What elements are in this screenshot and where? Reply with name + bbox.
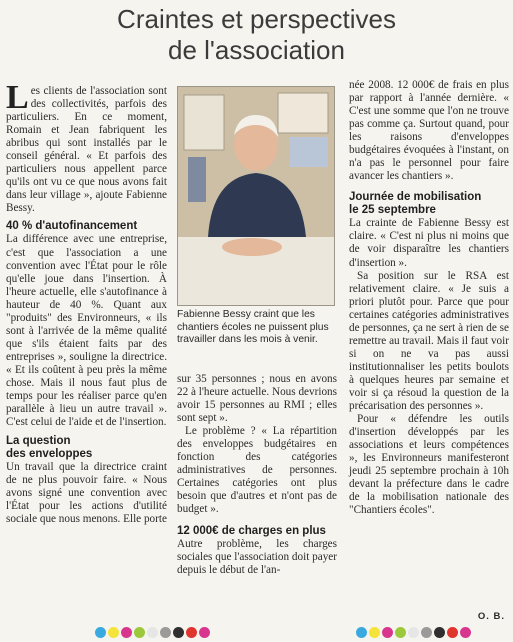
color-swatch xyxy=(447,627,458,638)
paragraph-crainte: La crainte de Fabienne Bessy est claire. « C'est ni plus ni moins que de voir disparaître les chantiers d'insertion ». xyxy=(349,217,509,269)
paragraph-charges: Autre problème, les charges sociales que l'association doit payer depuis le début de l'an- xyxy=(177,537,337,576)
color-swatch xyxy=(434,627,445,638)
color-swatch xyxy=(421,627,432,638)
paragraph-frais: née 2008. 12 000€ de frais en plus par rapport à l'année dernière. « C'est une somme que l'on ne trouve pas comme ça. Surtout quand, pour les raisons d'enveloppes budgétaires évoquées à l'instant, on n'a pas le personnel pour faire avancer les chantiers ». xyxy=(349,79,509,183)
subhead-mobilisation xyxy=(349,191,509,217)
subhead-mobilisation-line-2: le 25 septembre xyxy=(349,204,436,217)
color-swatch xyxy=(160,627,171,638)
subhead-mobilisation-line-1: Journée de mobilisation xyxy=(349,191,482,204)
color-swatch xyxy=(95,627,106,638)
print-colorbar-left xyxy=(95,627,210,640)
photo-caption: Fabienne Bessy craint que les chantiers écoles ne puissent plus travailler dans les mois à venir. xyxy=(177,309,329,345)
subhead-enveloppes-line-1: La question xyxy=(6,435,71,448)
paragraph-rsa: Sa position sur le RSA est relativement claire. « Je suis a priori plutôt pour. Parce que pour certaines catégories administratives de personnes, ça ne sert à rien de se remettre au travail. Mais il faut voir si on ne va pas aussi institutionnaliser les petits boulots à quelques heures par semaine et voir si ça résoud la question de la précarisation des personnes ». xyxy=(349,269,509,413)
paragraph-probleme: Le problème ? « La répartition des enveloppes budgétaires en fonction des catégories administratives de personnes. Certaines catégories ont plus besoin que d'autres et n'ont pas de budget ». xyxy=(177,425,337,516)
intro-text: es clients de l'association sont des collectivités, parfois des particuliers. En ce moment, Romain et Jean fabriquent les abribus qui sont installés par le conseil général. « Et parfois des particuliers nous appellent parce qu'ils ont vu ce que nous avons fait dans leur village », ajoute Fabienne Bessy. xyxy=(6,85,167,215)
subhead-charges: 12 000€ de charges en plus xyxy=(177,524,326,537)
print-colorbar-right xyxy=(356,627,471,640)
color-swatch xyxy=(147,627,158,638)
color-swatch xyxy=(186,627,197,638)
paragraph-autofinancement: La différence avec une entreprise, c'est que l'association a une convention avec l'État pour le rôle qu'elle joue dans l'insertion. À l'heure actuelle, elle s'autofinance à hauteur de 40 %. Quant aux "produits" des Environneurs, « ils sont à l'arrivée de la même qualité que s'ils étaient faits par des entreprises », souligne la directrice. « Et ils coûtent à peu près la même chose. Mais il nous faut plus de temps pour les réaliser parce qu'en parallèle à lieu un autre travail ». C'est celui de l'aide et de l'insertion. xyxy=(6,233,167,429)
title-line-1: Craintes et perspectives xyxy=(117,4,396,34)
color-swatch xyxy=(356,627,367,638)
title-line-2: de l'association xyxy=(168,35,345,65)
color-swatch xyxy=(395,627,406,638)
subhead-autofinancement: 40 % d'autofinancement xyxy=(6,220,138,233)
intro-paragraph xyxy=(6,79,167,215)
paragraph-defendre: Pour « défendre les outils d'insertion développés par les associations et leurs compétences », les Environneurs manifesteront jeudi 25 septembre prochain à 10h devant la préfecture dans le cadre de la mobilisation nationale des "Chantiers écoles". xyxy=(349,413,509,517)
color-swatch xyxy=(460,627,471,638)
paragraph-personnes: sur 35 personnes ; nous en avons 22 à l'heure actuelle. Nous devrions avoir 15 personnes au RMI ; elles sont sept ». xyxy=(177,373,337,425)
column-1 xyxy=(6,79,167,526)
column-3 xyxy=(349,79,509,517)
color-swatch xyxy=(369,627,380,638)
color-swatch xyxy=(173,627,184,638)
color-swatch xyxy=(121,627,132,638)
article-title xyxy=(0,4,513,66)
photo-illustration xyxy=(178,87,334,305)
color-swatch xyxy=(408,627,419,638)
paragraph-enveloppes: Un travail que la directrice craint de ne plus pouvoir faire. « Nous avons signé une convention avec l'État pour les actions d'utilité sociale que nous menons. Elle porte xyxy=(6,461,167,526)
subhead-enveloppes xyxy=(6,435,167,461)
color-swatch xyxy=(108,627,119,638)
subhead-enveloppes-line-2: des enveloppes xyxy=(6,448,93,461)
color-swatch xyxy=(134,627,145,638)
author-signature: O. B. xyxy=(477,611,505,622)
color-swatch xyxy=(382,627,393,638)
column-2 xyxy=(177,373,337,577)
article-photo xyxy=(177,86,335,306)
color-swatch xyxy=(199,627,210,638)
drop-cap: L xyxy=(6,79,29,116)
